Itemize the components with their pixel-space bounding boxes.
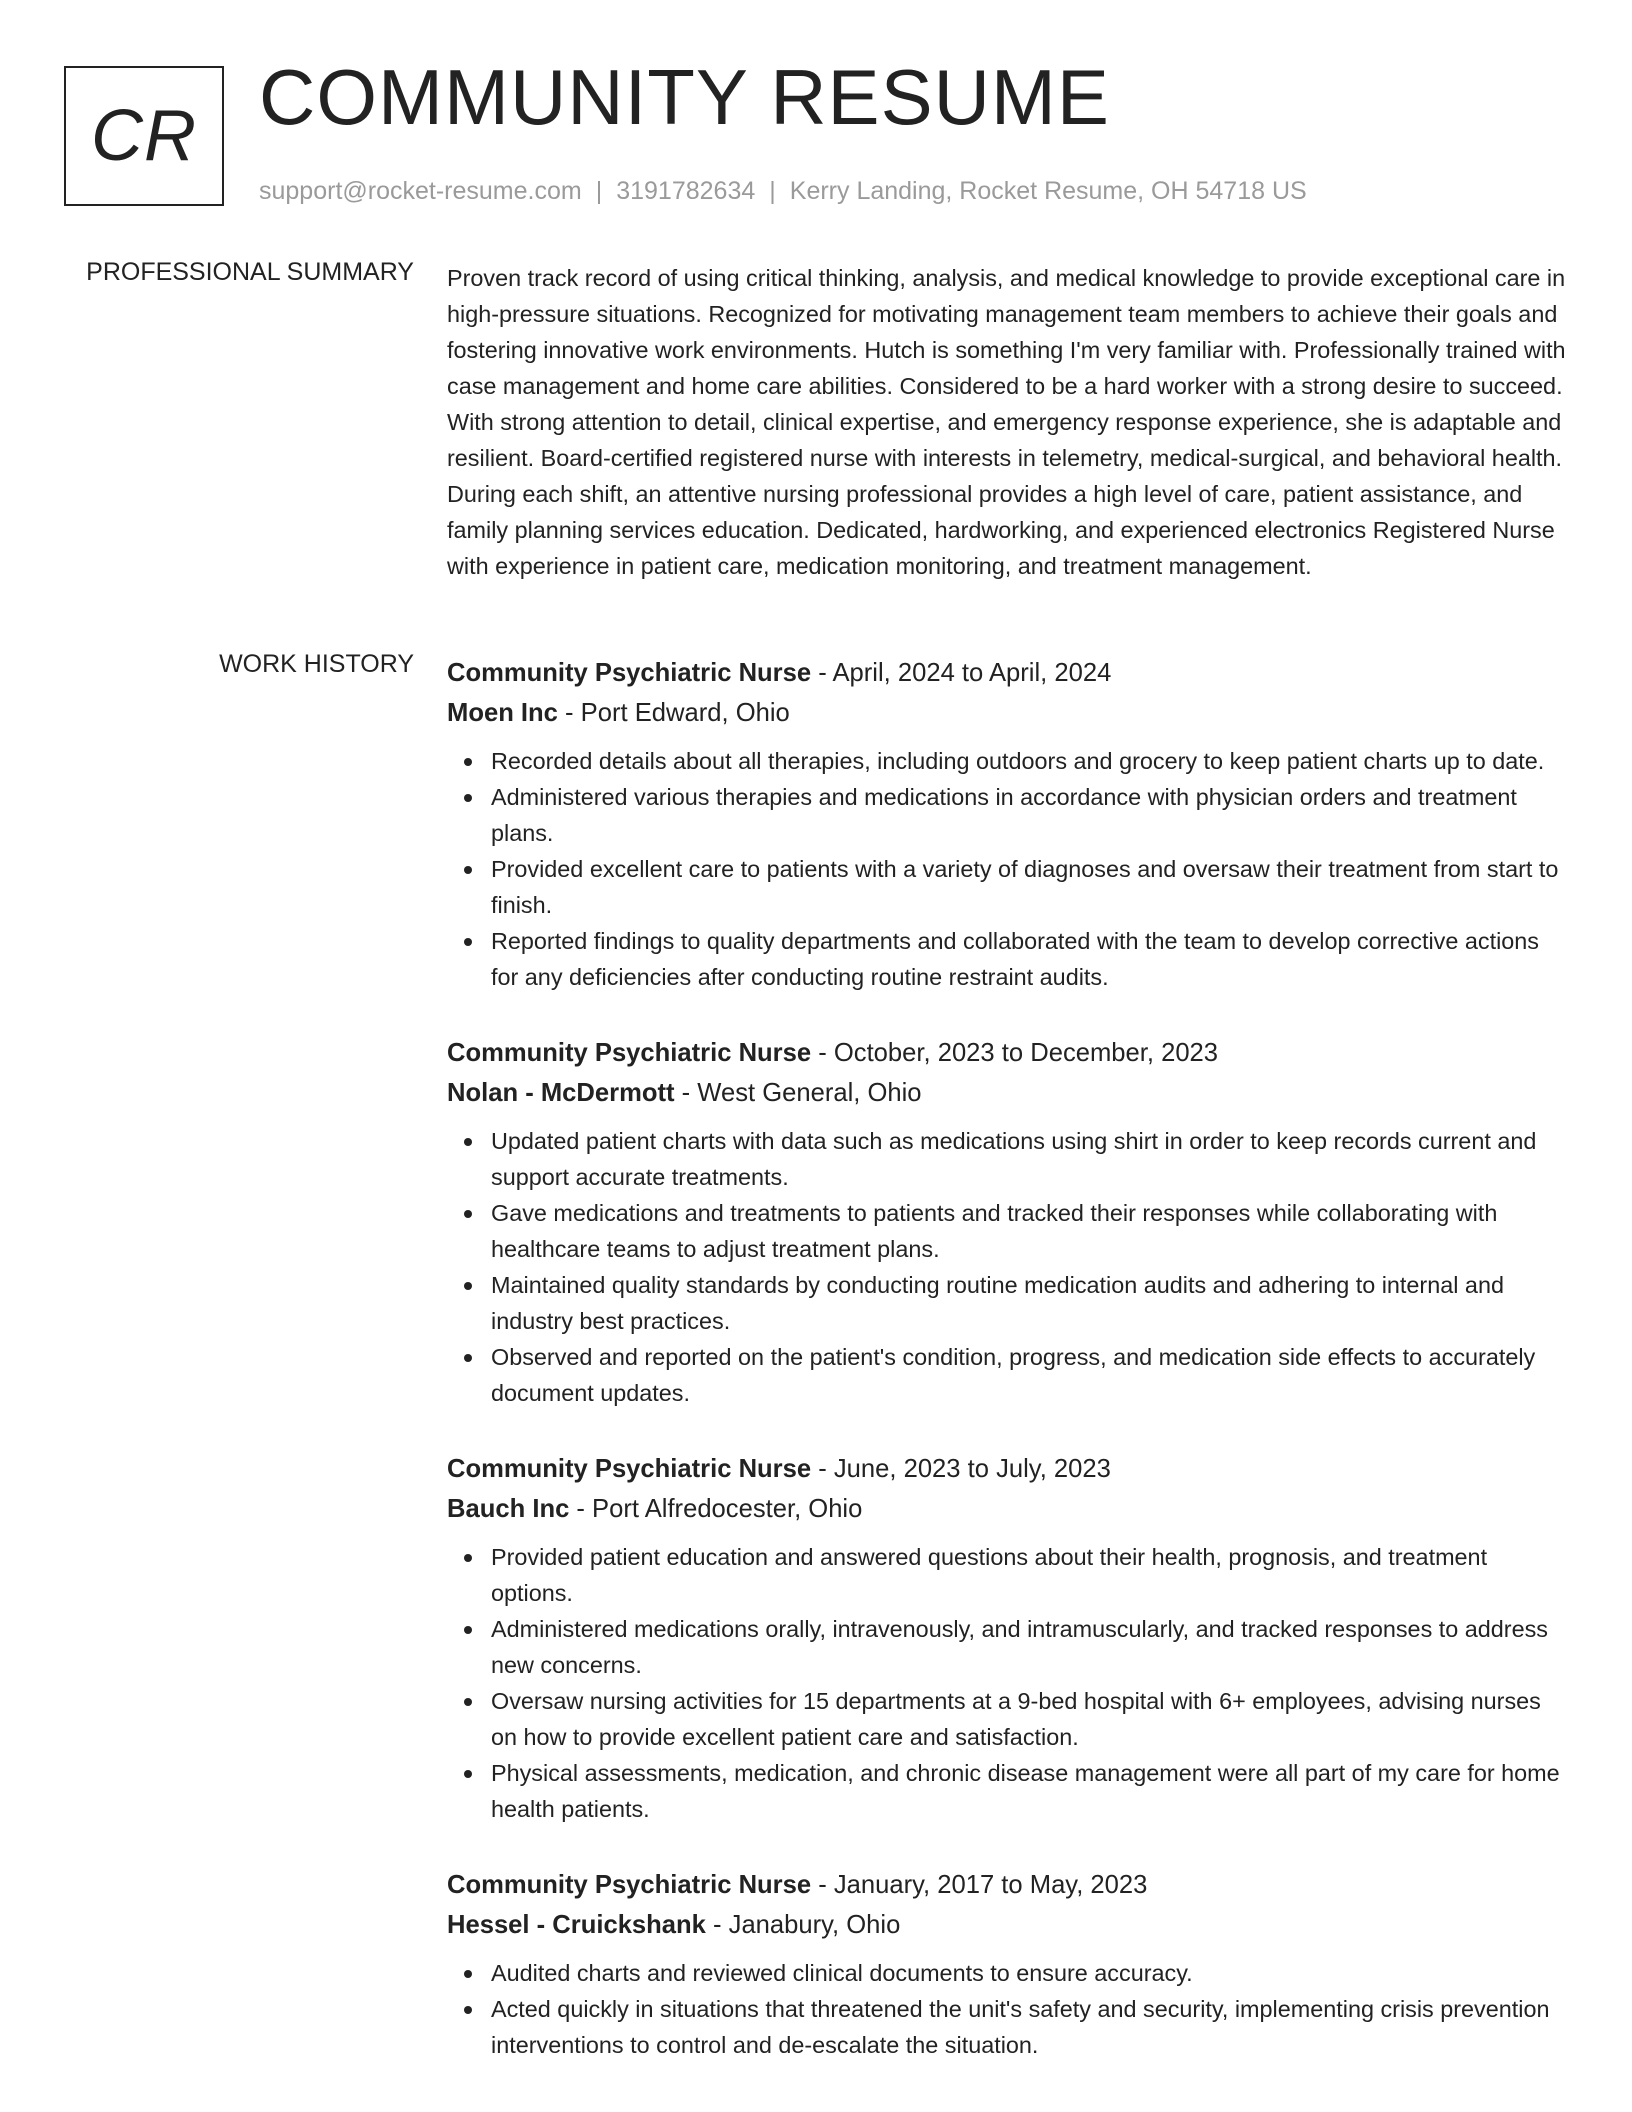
job-title: Community Psychiatric Nurse <box>447 659 812 687</box>
job-title-line <box>447 1449 1567 1489</box>
job-bullets <box>447 1123 1567 1411</box>
job-bullet: Audited charts and reviewed clinical documents to ensure accuracy. <box>491 1955 1567 1991</box>
job-company: Bauch Inc <box>447 1495 570 1523</box>
job-bullet: Administered medications orally, intravenously, and intramuscularly, and tracked responses to address new concerns. <box>491 1611 1567 1683</box>
job-entry <box>447 1033 1567 1411</box>
contact-phone: 3191782634 <box>616 177 756 205</box>
job-bullet: Provided excellent care to patients with a variety of diagnoses and oversaw their treatment from start to finish. <box>491 851 1567 923</box>
job-bullet: Acted quickly in situations that threatened the unit's safety and security, implementing crisis prevention interventions to control and de-escalate the situation. <box>491 1991 1567 2063</box>
monogram-logo: CR <box>64 66 224 206</box>
job-title: Community Psychiatric Nurse <box>447 1455 812 1483</box>
job-company: Hessel - Cruickshank <box>447 1911 706 1939</box>
contact-address: Kerry Landing, Rocket Resume, OH 54718 US <box>789 177 1307 205</box>
job-bullet: Reported findings to quality departments and collaborated with the team to develop corrective actions for any deficiencies after conducting routine restraint audits. <box>491 923 1567 995</box>
job-dates: - January, 2017 to May, 2023 <box>811 1871 1148 1899</box>
job-title-line <box>447 1033 1567 1073</box>
contact-separator: | <box>769 177 776 205</box>
job-bullets <box>447 1955 1567 2063</box>
section-label-professional-summary: PROFESSIONAL SUMMARY <box>86 258 414 286</box>
job-bullet: Updated patient charts with data such as medications using shirt in order to keep records current and support accurate treatments. <box>491 1123 1567 1195</box>
job-company-line <box>447 1489 1567 1529</box>
contact-email[interactable]: support@rocket-resume.com <box>259 177 582 205</box>
job-bullet: Maintained quality standards by conducting routine medication audits and adhering to internal and industry best practices. <box>491 1267 1567 1339</box>
job-bullet: Administered various therapies and medications in accordance with physician orders and treatment plans. <box>491 779 1567 851</box>
job-bullet: Physical assessments, medication, and chronic disease management were all part of my care for home health patients. <box>491 1755 1567 1827</box>
job-location: - West General, Ohio <box>674 1079 922 1107</box>
job-location: - Port Edward, Ohio <box>557 699 790 727</box>
job-dates: - April, 2024 to April, 2024 <box>811 659 1112 687</box>
job-title: Community Psychiatric Nurse <box>447 1871 812 1899</box>
job-location: - Port Alfredocester, Ohio <box>569 1495 863 1523</box>
contact-separator: | <box>595 177 603 205</box>
resume-name: COMMUNITY RESUME <box>259 53 1110 141</box>
section-label-work-history: WORK HISTORY <box>219 650 414 678</box>
job-dates: - October, 2023 to December, 2023 <box>811 1039 1219 1067</box>
job-bullet: Oversaw nursing activities for 15 departments at a 9-bed hospital with 6+ employees, advising nurses on how to provide excellent patient care and satisfaction. <box>491 1683 1567 1755</box>
professional-summary-text: Proven track record of using critical thinking, analysis, and medical knowledge to provide exceptional care in high-pressure situations. Recognized for motivating management team members to achieve their goals and fostering innovative work environments. Hutch is something I'm very familiar with. Professionally trained with case management and home care abilities. Considered to be a hard worker with a strong desire to succeed. With strong attention to detail, clinical expertise, and emergency response experience, she is adaptable and resilient. Board-certified registered nurse with interests in telemetry, medical-surgical, and behavioral health. During each shift, an attentive nursing professional provides a high level of care, patient assistance, and family planning services education. Dedicated, hardworking, and experienced electronics Registered Nurse with experience in patient care, medication monitoring, and treatment management. <box>447 265 1566 579</box>
job-bullet: Observed and reported on the patient's condition, progress, and medication side effects to accurately document updates. <box>491 1339 1567 1411</box>
job-title: Community Psychiatric Nurse <box>447 1039 812 1067</box>
job-company: Moen Inc <box>447 699 558 727</box>
job-bullet: Recorded details about all therapies, including outdoors and grocery to keep patient charts up to date. <box>491 743 1567 779</box>
job-location: - Janabury, Ohio <box>705 1911 901 1939</box>
job-bullets <box>447 1539 1567 1827</box>
job-title-line <box>447 1865 1567 1905</box>
job-company-line <box>447 1905 1567 1945</box>
job-title-line <box>447 653 1567 693</box>
work-history-list <box>447 653 1567 2101</box>
job-dates: - June, 2023 to July, 2023 <box>811 1455 1111 1483</box>
job-company: Nolan - McDermott <box>447 1079 675 1107</box>
job-entry <box>447 1449 1567 1827</box>
job-entry <box>447 653 1567 995</box>
job-bullets <box>447 743 1567 995</box>
contact-line <box>259 176 1307 206</box>
job-company-line <box>447 693 1567 733</box>
job-bullet: Provided patient education and answered questions about their health, prognosis, and treatment options. <box>491 1539 1567 1611</box>
job-entry <box>447 1865 1567 2063</box>
job-bullet: Gave medications and treatments to patients and tracked their responses while collaborating with healthcare teams to adjust treatment plans. <box>491 1195 1567 1267</box>
job-company-line <box>447 1073 1567 1113</box>
